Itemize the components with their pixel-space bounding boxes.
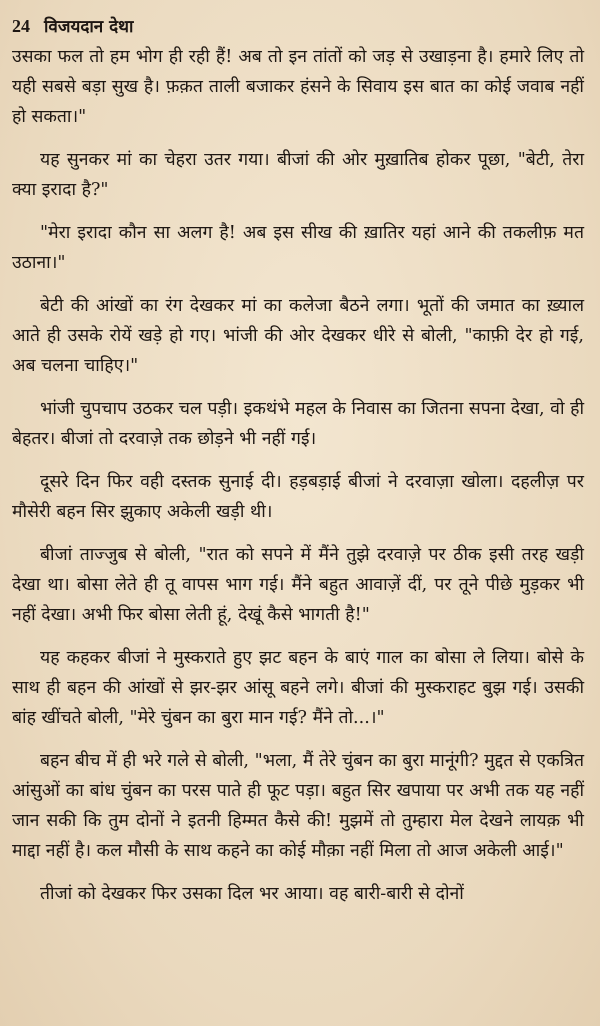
paragraph: भांजी चुपचाप उठकर चल पड़ी। इकथंभे महल के निवास का जितना सपना देखा, वो ही बेहतर। बीजां तो दरवाज़े तक छोड़ने भी नहीं गई। (12, 399, 585, 449)
paragraph: यह कहकर बीजां ने मुस्कराते हुए झट बहन के बाएं गाल का बोसा ले लिया। बोसे के साथ ही बहन की आंखों से झर-झर आंसू बहने लगे। बीजां की मुस्कराहट बुझ गई। उसकी बांह खींचते बोली, "मेरे चुंबन का बुरा मान गई? मैंने तो...।" (12, 648, 584, 728)
paragraph: बहन बीच में ही भरे गले से बोली, "भला, मैं तेरे चुंबन का बुरा मानूंगी? मुद्दत से एकत्रित आंसुओं का बांध चुंबन का परस पाते ही फूट पड़ा। बहुत सिर खपाया पर अभी तक यह नहीं जान सकी कि तुम दोनों ने इतनी हिम्मत कैसे की! मुझमें तो तुम्हारा मेल देखने लायक़ भी माद्दा नहीं है। कल मौसी के साथ कहने का कोई मौक़ा नहीं मिला तो आज अकेली आई।" (12, 751, 584, 861)
paragraph: उसका फल तो हम भोग ही रही हैं! अब तो इन तांतों को जड़ से उखाड़ना है। हमारे लिए तो यही सबसे बड़ा सुख है। फ़क़त ताली बजाकर हंसने के सिवाय इस बात का कोई जवाब नहीं हो सकता।" (12, 47, 584, 127)
paragraph: दूसरे दिन फिर वही दस्तक सुनाई दी। हड़बड़ाई बीजां ने दरवाज़ा खोला। दहलीज़ पर मौसेरी बहन सिर झुकाए अकेली खड़ी थी। (12, 472, 584, 522)
paragraph: तीजां को देखकर फिर उसका दिल भर आया। वह बारी-बारी से दोनों (40, 884, 464, 904)
paragraph: बेटी की आंखों का रंग देखकर मां का कलेजा बैठने लगा। भूतों की जमात का ख़्याल आते ही उसके रोयें खड़े हो गए। भांजी की ओर देखकर धीरे से बोली, "काफ़ी देर हो गई, अब चलना चाहिए।" (12, 296, 584, 376)
running-header (12, 14, 584, 38)
page-number: 24 (12, 16, 30, 36)
paragraph: "मेरा इरादा कौन सा अलग है! अब इस सीख की ख़ातिर यहां आने की तकलीफ़ मत उठाना।" (12, 223, 584, 273)
paragraph: यह सुनकर मां का चेहरा उतर गया। बीजां की ओर मुख़ातिब होकर पूछा, "बेटी, तेरा क्या इरादा है?" (12, 150, 584, 200)
paragraph: बीजां ताज्जुब से बोली, "रात को सपने में मैंने तुझे दरवाज़े पर ठीक इसी तरह खड़ी देखा था। बोसा लेते ही तू वापस भाग गई। मैंने बहुत आवाज़ें दीं, पर तूने पीछे मुड़कर भी नहीं देखा। अभी फिर बोसा लेती हूं, देखूं कैसे भागती है!" (12, 545, 584, 625)
running-title: विजयदान देथा (44, 17, 134, 37)
